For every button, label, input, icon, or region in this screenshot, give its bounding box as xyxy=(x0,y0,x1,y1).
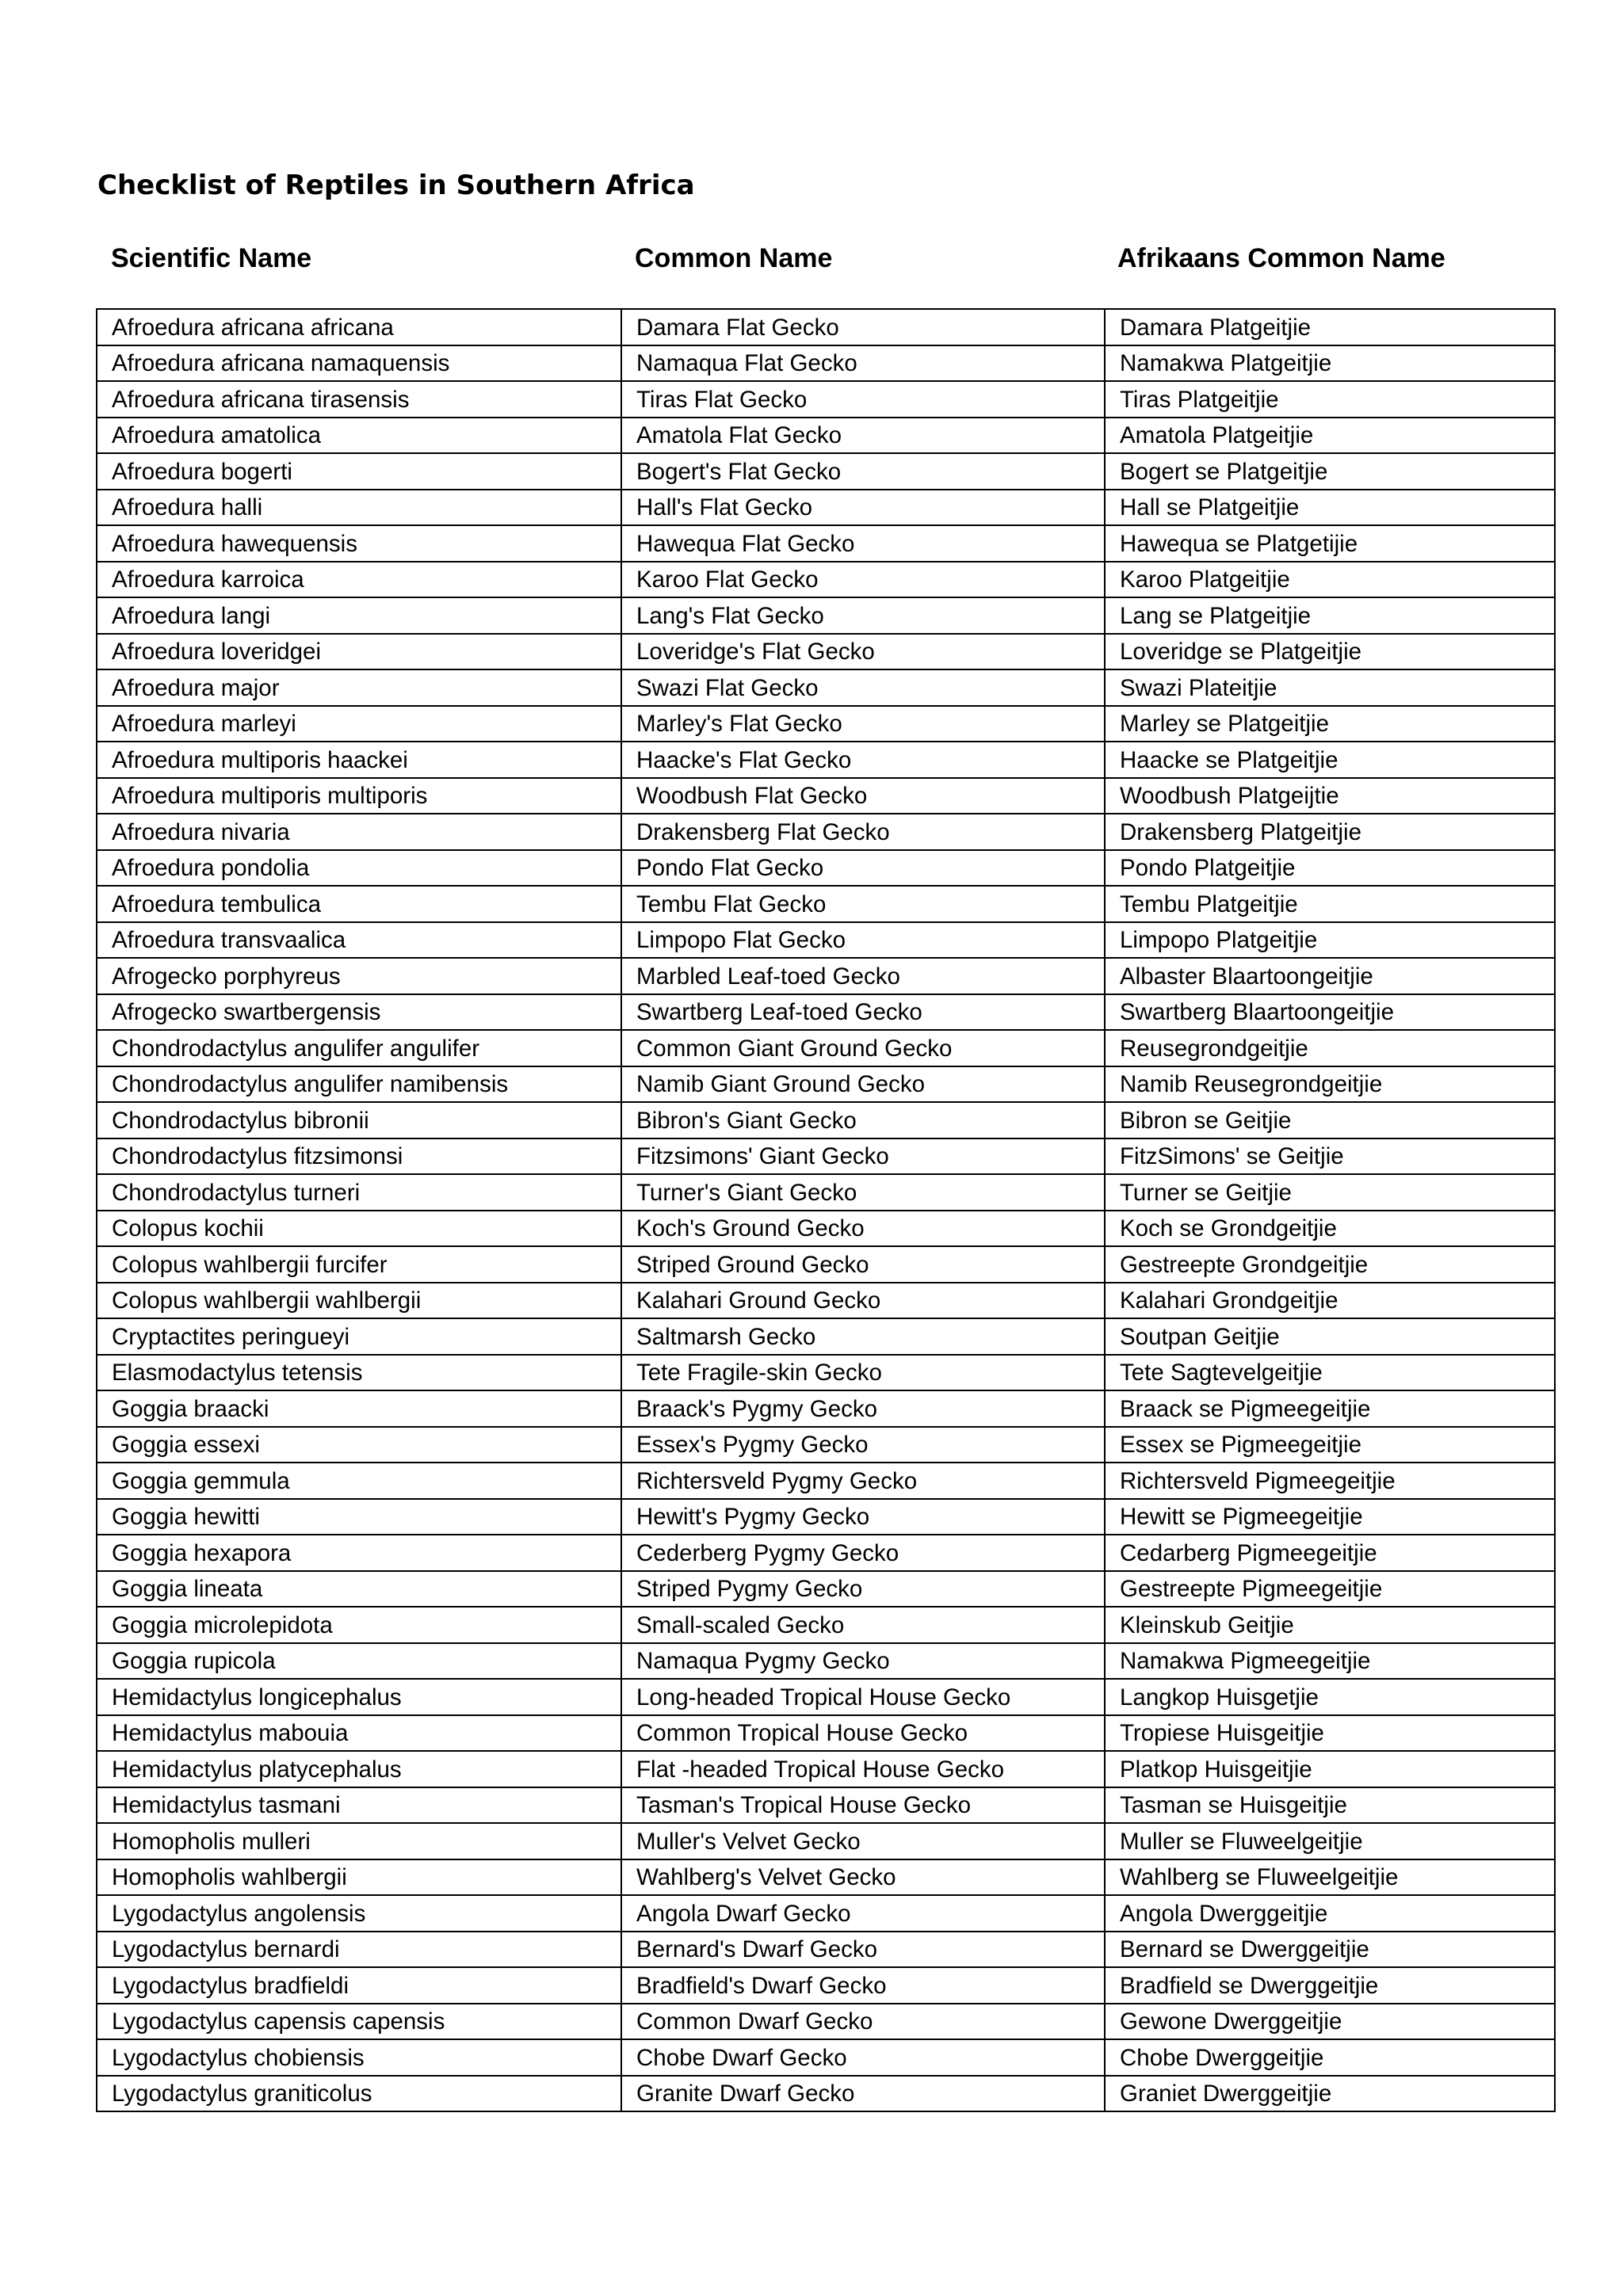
common-name-cell: Amatola Flat Gecko xyxy=(621,418,1105,454)
common-name-cell: Namaqua Pygmy Gecko xyxy=(621,1643,1105,1680)
scientific-name-cell: Homopholis mulleri xyxy=(97,1823,621,1859)
common-name-cell: Namib Giant Ground Gecko xyxy=(621,1066,1105,1103)
common-name-cell: Bernard's Dwarf Gecko xyxy=(621,1932,1105,1968)
afrikaans-name-cell: Gewone Dwerggeitjie xyxy=(1105,2004,1555,2040)
afrikaans-name-cell: Koch se Grondgeitjie xyxy=(1105,1211,1555,1247)
common-name-cell: Tete Fragile-skin Gecko xyxy=(621,1355,1105,1391)
common-name-cell: Tiras Flat Gecko xyxy=(621,381,1105,418)
afrikaans-name-cell: Gestreepte Grondgeitjie xyxy=(1105,1246,1555,1283)
afrikaans-name-cell: Bibron se Geitjie xyxy=(1105,1102,1555,1138)
common-name-cell: Haacke's Flat Gecko xyxy=(621,742,1105,778)
afrikaans-name-cell: Tembu Platgeitjie xyxy=(1105,886,1555,922)
afrikaans-name-cell: Hewitt se Pigmeegeitjie xyxy=(1105,1499,1555,1535)
common-name-cell: Drakensberg Flat Gecko xyxy=(621,814,1105,850)
table-row xyxy=(97,2076,1555,2112)
scientific-name-cell: Goggia braacki xyxy=(97,1390,621,1427)
afrikaans-name-cell: Platkop Huisgeitjie xyxy=(1105,1751,1555,1787)
table-row xyxy=(97,1246,1555,1283)
afrikaans-name-cell: Haacke se Platgeitjie xyxy=(1105,742,1555,778)
scientific-name-cell: Afroedura multiporis haackei xyxy=(97,742,621,778)
afrikaans-name-cell: Turner se Geitjie xyxy=(1105,1174,1555,1211)
afrikaans-name-cell: Swazi Plateitjie xyxy=(1105,669,1555,706)
table-row xyxy=(97,309,1555,345)
table-row xyxy=(97,381,1555,418)
afrikaans-name-cell: Pondo Platgeitjie xyxy=(1105,850,1555,887)
afrikaans-name-cell: Hawequa se Platgetijie xyxy=(1105,525,1555,562)
afrikaans-name-cell: Bernard se Dwerggeitjie xyxy=(1105,1932,1555,1968)
table-row xyxy=(97,1030,1555,1066)
table-row xyxy=(97,669,1555,706)
scientific-name-cell: Afroedura africana africana xyxy=(97,309,621,345)
table-row xyxy=(97,1283,1555,1319)
table-row xyxy=(97,742,1555,778)
common-name-cell: Muller's Velvet Gecko xyxy=(621,1823,1105,1859)
afrikaans-name-cell: Limpopo Platgeitjie xyxy=(1105,922,1555,959)
common-name-cell: Namaqua Flat Gecko xyxy=(621,345,1105,382)
scientific-name-cell: Afroedura halli xyxy=(97,490,621,526)
afrikaans-name-cell: Graniet Dwerggeitjie xyxy=(1105,2076,1555,2112)
common-name-cell: Hewitt's Pygmy Gecko xyxy=(621,1499,1105,1535)
scientific-name-cell: Afroedura tembulica xyxy=(97,886,621,922)
table-row xyxy=(97,706,1555,742)
common-name-cell: Wahlberg's Velvet Gecko xyxy=(621,1859,1105,1896)
afrikaans-name-cell: Tropiese Huisgeitjie xyxy=(1105,1715,1555,1752)
scientific-name-cell: Afroedura langi xyxy=(97,597,621,634)
common-name-cell: Striped Pygmy Gecko xyxy=(621,1571,1105,1608)
table-row xyxy=(97,1211,1555,1247)
table-row xyxy=(97,1318,1555,1355)
afrikaans-name-cell: Muller se Fluweelgeitjie xyxy=(1105,1823,1555,1859)
common-name-cell: Tembu Flat Gecko xyxy=(621,886,1105,922)
common-name-cell: Angola Dwarf Gecko xyxy=(621,1895,1105,1932)
scientific-name-cell: Afroedura amatolica xyxy=(97,418,621,454)
afrikaans-name-cell: Kleinskub Geitjie xyxy=(1105,1607,1555,1643)
table-row xyxy=(97,2039,1555,2076)
common-name-cell: Marley's Flat Gecko xyxy=(621,706,1105,742)
table-row xyxy=(97,922,1555,959)
table-row xyxy=(97,1463,1555,1499)
table-row xyxy=(97,778,1555,814)
common-name-cell: Bogert's Flat Gecko xyxy=(621,453,1105,490)
table-row xyxy=(97,1607,1555,1643)
scientific-name-cell: Afrogecko porphyreus xyxy=(97,958,621,994)
scientific-name-cell: Chondrodactylus angulifer angulifer xyxy=(97,1030,621,1066)
common-name-cell: Turner's Giant Gecko xyxy=(621,1174,1105,1211)
scientific-name-cell: Hemidactylus platycephalus xyxy=(97,1751,621,1787)
scientific-name-cell: Chondrodactylus turneri xyxy=(97,1174,621,1211)
table-row xyxy=(97,1174,1555,1211)
scientific-name-cell: Hemidactylus longicephalus xyxy=(97,1679,621,1715)
table-row xyxy=(97,1390,1555,1427)
afrikaans-name-cell: Woodbush Platgeijtie xyxy=(1105,778,1555,814)
table-row xyxy=(97,634,1555,670)
common-name-cell: Loveridge's Flat Gecko xyxy=(621,634,1105,670)
scientific-name-cell: Goggia rupicola xyxy=(97,1643,621,1680)
afrikaans-name-cell: Cedarberg Pigmeegeitjie xyxy=(1105,1535,1555,1571)
scientific-name-cell: Afroedura loveridgei xyxy=(97,634,621,670)
common-name-cell: Braack's Pygmy Gecko xyxy=(621,1390,1105,1427)
table-row xyxy=(97,418,1555,454)
page-title: Checklist of Reptiles in Southern Africa xyxy=(97,170,695,201)
afrikaans-name-cell: Swartberg Blaartoongeitjie xyxy=(1105,994,1555,1031)
common-name-cell: Richtersveld Pygmy Gecko xyxy=(621,1463,1105,1499)
common-name-cell: Flat -headed Tropical House Gecko xyxy=(621,1751,1105,1787)
table-row xyxy=(97,345,1555,382)
common-name-cell: Pondo Flat Gecko xyxy=(621,850,1105,887)
common-name-cell: Bradfield's Dwarf Gecko xyxy=(621,1967,1105,2004)
scientific-name-cell: Goggia microlepidota xyxy=(97,1607,621,1643)
afrikaans-name-cell: Tete Sagtevelgeitjie xyxy=(1105,1355,1555,1391)
scientific-name-cell: Afroedura nivaria xyxy=(97,814,621,850)
common-name-cell: Swartberg Leaf-toed Gecko xyxy=(621,994,1105,1031)
column-header-common-name: Common Name xyxy=(635,243,833,273)
common-name-cell: Granite Dwarf Gecko xyxy=(621,2076,1105,2112)
afrikaans-name-cell: Hall se Platgeitjie xyxy=(1105,490,1555,526)
species-table-container xyxy=(96,308,1554,2112)
common-name-cell: Swazi Flat Gecko xyxy=(621,669,1105,706)
table-row xyxy=(97,1859,1555,1896)
common-name-cell: Bibron's Giant Gecko xyxy=(621,1102,1105,1138)
scientific-name-cell: Goggia hexapora xyxy=(97,1535,621,1571)
table-row xyxy=(97,1751,1555,1787)
table-row xyxy=(97,1102,1555,1138)
table-row xyxy=(97,562,1555,598)
scientific-name-cell: Lygodactylus angolensis xyxy=(97,1895,621,1932)
table-row xyxy=(97,1895,1555,1932)
table-row xyxy=(97,1715,1555,1752)
common-name-cell: Hawequa Flat Gecko xyxy=(621,525,1105,562)
afrikaans-name-cell: Karoo Platgeitjie xyxy=(1105,562,1555,598)
common-name-cell: Kalahari Ground Gecko xyxy=(621,1283,1105,1319)
afrikaans-name-cell: Loveridge se Platgeitjie xyxy=(1105,634,1555,670)
afrikaans-name-cell: Essex se Pigmeegeitjie xyxy=(1105,1427,1555,1463)
scientific-name-cell: Lygodactylus bernardi xyxy=(97,1932,621,1968)
scientific-name-cell: Afroedura marleyi xyxy=(97,706,621,742)
table-row xyxy=(97,525,1555,562)
scientific-name-cell: Afroedura transvaalica xyxy=(97,922,621,959)
scientific-name-cell: Afroedura pondolia xyxy=(97,850,621,887)
scientific-name-cell: Goggia lineata xyxy=(97,1571,621,1608)
afrikaans-name-cell: Tasman se Huisgeitjie xyxy=(1105,1787,1555,1824)
scientific-name-cell: Hemidactylus mabouia xyxy=(97,1715,621,1752)
scientific-name-cell: Lygodactylus graniticolus xyxy=(97,2076,621,2112)
common-name-cell: Hall's Flat Gecko xyxy=(621,490,1105,526)
afrikaans-name-cell: Angola Dwerggeitjie xyxy=(1105,1895,1555,1932)
scientific-name-cell: Lygodactylus bradfieldi xyxy=(97,1967,621,2004)
afrikaans-name-cell: Reusegrondgeitjie xyxy=(1105,1030,1555,1066)
afrikaans-name-cell: Namakwa Platgeitjie xyxy=(1105,345,1555,382)
common-name-cell: Tasman's Tropical House Gecko xyxy=(621,1787,1105,1824)
afrikaans-name-cell: Soutpan Geitjie xyxy=(1105,1318,1555,1355)
scientific-name-cell: Goggia hewitti xyxy=(97,1499,621,1535)
table-row xyxy=(97,958,1555,994)
common-name-cell: Koch's Ground Gecko xyxy=(621,1211,1105,1247)
table-row xyxy=(97,1355,1555,1391)
table-row xyxy=(97,1932,1555,1968)
afrikaans-name-cell: Richtersveld Pigmeegeitjie xyxy=(1105,1463,1555,1499)
scientific-name-cell: Lygodactylus capensis capensis xyxy=(97,2004,621,2040)
table-row xyxy=(97,886,1555,922)
afrikaans-name-cell: Braack se Pigmeegeitjie xyxy=(1105,1390,1555,1427)
table-row xyxy=(97,453,1555,490)
afrikaans-name-cell: Tiras Platgeitjie xyxy=(1105,381,1555,418)
afrikaans-name-cell: Drakensberg Platgeitjie xyxy=(1105,814,1555,850)
common-name-cell: Lang's Flat Gecko xyxy=(621,597,1105,634)
table-row xyxy=(97,1679,1555,1715)
scientific-name-cell: Afroedura africana tirasensis xyxy=(97,381,621,418)
afrikaans-name-cell: Damara Platgeitjie xyxy=(1105,309,1555,345)
common-name-cell: Common Tropical House Gecko xyxy=(621,1715,1105,1752)
table-row xyxy=(97,1967,1555,2004)
scientific-name-cell: Afroedura major xyxy=(97,669,621,706)
afrikaans-name-cell: Amatola Platgeitjie xyxy=(1105,418,1555,454)
afrikaans-name-cell: Wahlberg se Fluweelgeitjie xyxy=(1105,1859,1555,1896)
afrikaans-name-cell: Bradfield se Dwerggeitjie xyxy=(1105,1967,1555,2004)
table-row xyxy=(97,1787,1555,1824)
common-name-cell: Chobe Dwarf Gecko xyxy=(621,2039,1105,2076)
scientific-name-cell: Afrogecko swartbergensis xyxy=(97,994,621,1031)
common-name-cell: Common Dwarf Gecko xyxy=(621,2004,1105,2040)
scientific-name-cell: Cryptactites peringueyi xyxy=(97,1318,621,1355)
scientific-name-cell: Goggia essexi xyxy=(97,1427,621,1463)
table-row xyxy=(97,1571,1555,1608)
common-name-cell: Common Giant Ground Gecko xyxy=(621,1030,1105,1066)
scientific-name-cell: Colopus wahlbergii furcifer xyxy=(97,1246,621,1283)
afrikaans-name-cell: Marley se Platgeitjie xyxy=(1105,706,1555,742)
table-row xyxy=(97,814,1555,850)
table-row xyxy=(97,1499,1555,1535)
scientific-name-cell: Afroedura multiporis multiporis xyxy=(97,778,621,814)
common-name-cell: Small-scaled Gecko xyxy=(621,1607,1105,1643)
common-name-cell: Long-headed Tropical House Gecko xyxy=(621,1679,1105,1715)
scientific-name-cell: Elasmodactylus tetensis xyxy=(97,1355,621,1391)
afrikaans-name-cell: Namakwa Pigmeegeitjie xyxy=(1105,1643,1555,1680)
common-name-cell: Limpopo Flat Gecko xyxy=(621,922,1105,959)
scientific-name-cell: Colopus wahlbergii wahlbergii xyxy=(97,1283,621,1319)
table-row xyxy=(97,1138,1555,1175)
common-name-cell: Damara Flat Gecko xyxy=(621,309,1105,345)
scientific-name-cell: Afroedura bogerti xyxy=(97,453,621,490)
table-row xyxy=(97,490,1555,526)
scientific-name-cell: Afroedura hawequensis xyxy=(97,525,621,562)
common-name-cell: Cederberg Pygmy Gecko xyxy=(621,1535,1105,1571)
column-header-scientific-name: Scientific Name xyxy=(111,243,312,273)
afrikaans-name-cell: Gestreepte Pigmeegeitjie xyxy=(1105,1571,1555,1608)
scientific-name-cell: Afroedura africana namaquensis xyxy=(97,345,621,382)
scientific-name-cell: Homopholis wahlbergii xyxy=(97,1859,621,1896)
scientific-name-cell: Goggia gemmula xyxy=(97,1463,621,1499)
species-table xyxy=(96,308,1556,2112)
table-row xyxy=(97,994,1555,1031)
common-name-cell: Woodbush Flat Gecko xyxy=(621,778,1105,814)
table-row xyxy=(97,1823,1555,1859)
common-name-cell: Karoo Flat Gecko xyxy=(621,562,1105,598)
common-name-cell: Striped Ground Gecko xyxy=(621,1246,1105,1283)
afrikaans-name-cell: Albaster Blaartoongeitjie xyxy=(1105,958,1555,994)
common-name-cell: Marbled Leaf-toed Gecko xyxy=(621,958,1105,994)
afrikaans-name-cell: Lang se Platgeitjie xyxy=(1105,597,1555,634)
common-name-cell: Fitzsimons' Giant Gecko xyxy=(621,1138,1105,1175)
common-name-cell: Essex's Pygmy Gecko xyxy=(621,1427,1105,1463)
afrikaans-name-cell: FitzSimons' se Geitjie xyxy=(1105,1138,1555,1175)
afrikaans-name-cell: Langkop Huisgetjie xyxy=(1105,1679,1555,1715)
table-row xyxy=(97,1427,1555,1463)
scientific-name-cell: Hemidactylus tasmani xyxy=(97,1787,621,1824)
afrikaans-name-cell: Kalahari Grondgeitjie xyxy=(1105,1283,1555,1319)
table-row xyxy=(97,850,1555,887)
species-table-body xyxy=(97,309,1555,2111)
afrikaans-name-cell: Chobe Dwerggeitjie xyxy=(1105,2039,1555,2076)
afrikaans-name-cell: Bogert se Platgeitjie xyxy=(1105,453,1555,490)
table-row xyxy=(97,2004,1555,2040)
scientific-name-cell: Afroedura karroica xyxy=(97,562,621,598)
scientific-name-cell: Chondrodactylus angulifer namibensis xyxy=(97,1066,621,1103)
scientific-name-cell: Lygodactylus chobiensis xyxy=(97,2039,621,2076)
table-row xyxy=(97,597,1555,634)
table-row xyxy=(97,1643,1555,1680)
common-name-cell: Saltmarsh Gecko xyxy=(621,1318,1105,1355)
scientific-name-cell: Colopus kochii xyxy=(97,1211,621,1247)
scientific-name-cell: Chondrodactylus fitzsimonsi xyxy=(97,1138,621,1175)
table-row xyxy=(97,1535,1555,1571)
scientific-name-cell: Chondrodactylus bibronii xyxy=(97,1102,621,1138)
table-row xyxy=(97,1066,1555,1103)
column-header-afrikaans-name: Afrikaans Common Name xyxy=(1117,243,1445,273)
afrikaans-name-cell: Namib Reusegrondgeitjie xyxy=(1105,1066,1555,1103)
